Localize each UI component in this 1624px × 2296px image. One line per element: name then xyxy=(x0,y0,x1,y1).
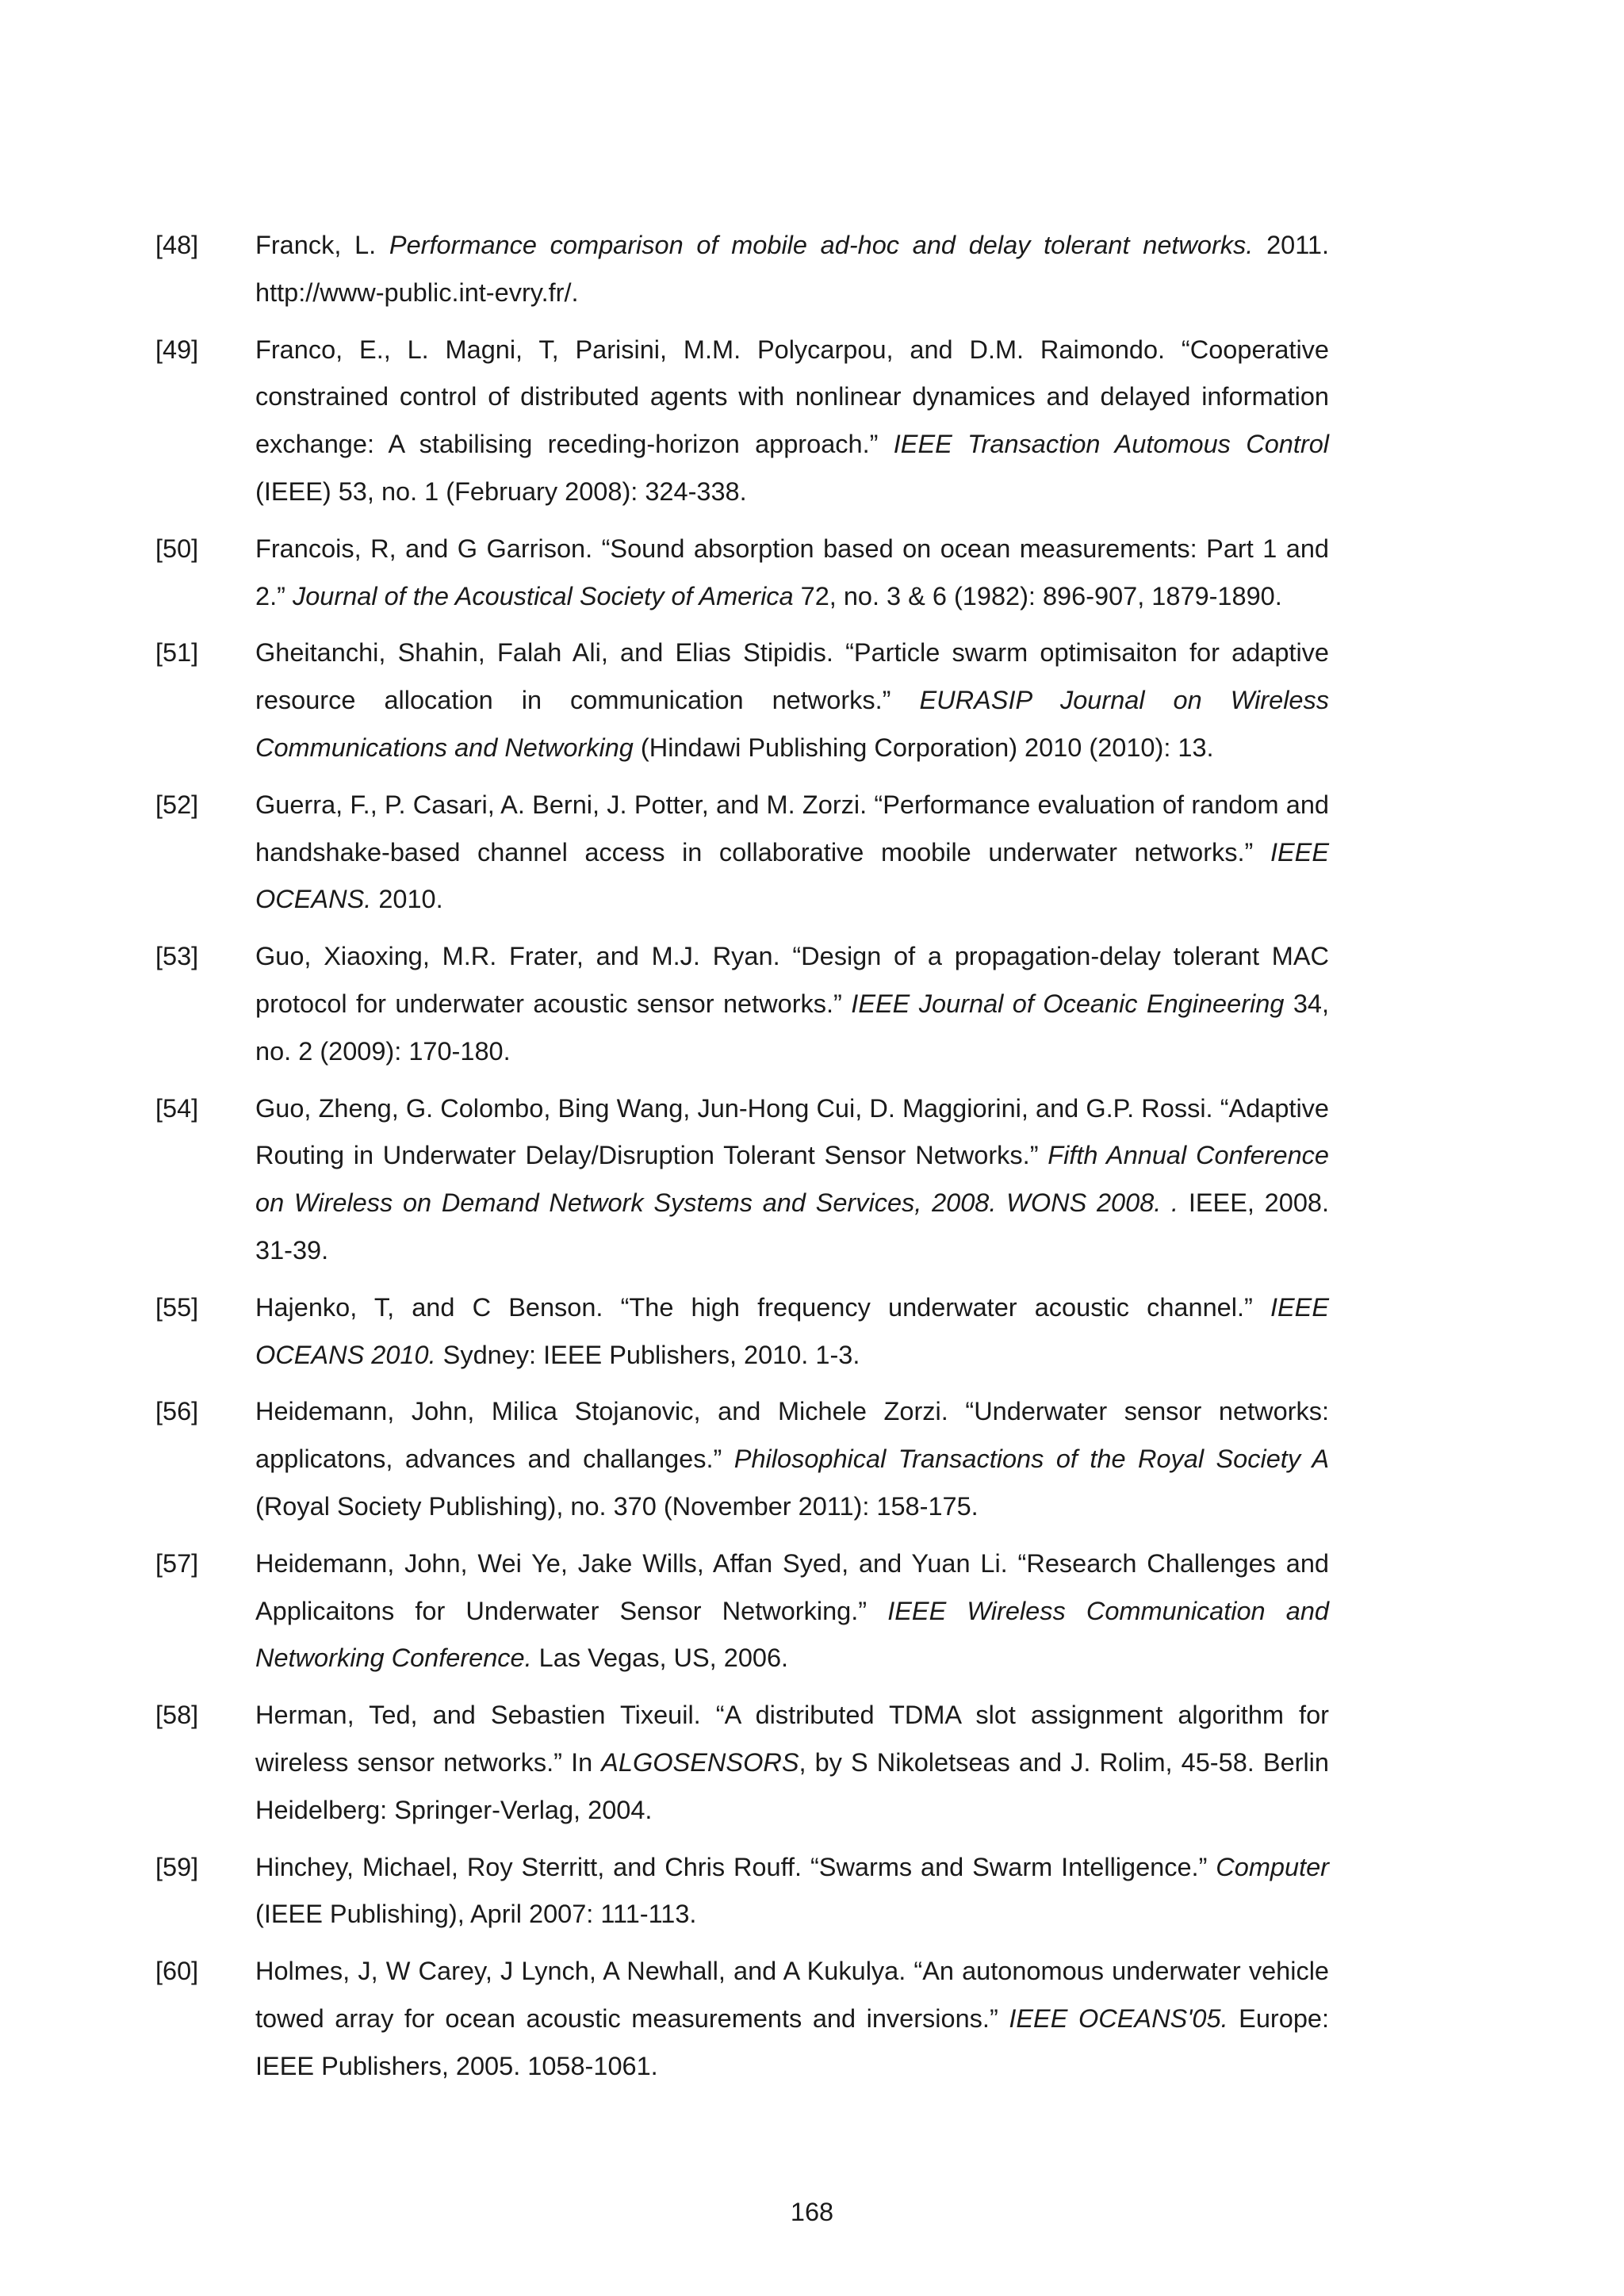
reference-entry xyxy=(155,1692,1329,1834)
reference-title-italic: Fifth Annual Conference on Wireless on Demand Network Systems and Services, 2008. WONS 2008. . xyxy=(255,1141,1329,1218)
reference-number: [57] xyxy=(155,1548,199,1578)
reference-text xyxy=(255,629,1329,771)
reference-text-run: Guo, Zheng, G. Colombo, Bing Wang, Jun-Hong Cui, D. Maggiorini, and G.P. Rossi. “Adaptive Routing in Underwater Delay/Disruption Tolerant Sensor Networks.” xyxy=(255,1093,1329,1170)
reference-text-run: (Hindawi Publishing Corporation) 2010 (2010): 13. xyxy=(633,733,1214,762)
reference-entry xyxy=(155,933,1329,1075)
reference-entry xyxy=(155,1948,1329,2090)
reference-number: [50] xyxy=(155,534,199,563)
reference-text-run: Holmes, J, W Carey, J Lynch, A Newhall, and A Kukulya. “An autonomous underwater vehicle towed array for ocean acoustic measurements and inversions.” xyxy=(255,1957,1329,2033)
reference-text xyxy=(255,526,1329,621)
reference-text xyxy=(255,1844,1329,1939)
reference-text-run: 34, no. 2 (2009): 170-180. xyxy=(255,989,1329,1066)
reference-text-run: 2010. xyxy=(371,885,443,914)
reference-title-italic: IEEE OCEANS'05. xyxy=(1009,2003,1228,2033)
reference-text-run: Heidemann, John, Milica Stojanovic, and Michele Zorzi. “Underwater sensor networks: applicatons, advances and challanges.” xyxy=(255,1397,1329,1474)
reference-number: [58] xyxy=(155,1701,199,1730)
reference-entry xyxy=(155,629,1329,771)
reference-number: [55] xyxy=(155,1292,199,1322)
reference-title-italic: Computer xyxy=(1216,1852,1329,1881)
reference-text xyxy=(255,222,1329,317)
reference-text-run: Hinchey, Michael, Roy Sterritt, and Chris Rouff. “Swarms and Swarm Intelligence.” xyxy=(255,1852,1216,1881)
reference-text-run: , by S Nikoletseas and J. Rolim, 45-58. Berlin Heidelberg: Springer-Verlag, 2004. xyxy=(255,1747,1329,1824)
reference-title-italic: IEEE OCEANS. xyxy=(255,837,1329,914)
reference-entry xyxy=(155,1085,1329,1275)
reference-title-italic: IEEE Wireless Communication and Networking Conference. xyxy=(255,1596,1329,1673)
reference-number: [48] xyxy=(155,231,199,259)
page-number: 168 xyxy=(790,2198,834,2226)
reference-number: [51] xyxy=(155,638,199,668)
reference-text-run: Franck, L. xyxy=(255,231,389,259)
reference-text-run: Herman, Ted, and Sebastien Tixeuil. “A distributed TDMA slot assignment algorithm for wireless sensor networks.” In xyxy=(255,1701,1329,1777)
reference-number: [59] xyxy=(155,1852,199,1881)
reference-title-italic: Journal of the Acoustical Society of America xyxy=(292,581,794,610)
reference-entry xyxy=(155,526,1329,621)
reference-text-run: Franco, E., L. Magni, T, Parisini, M.M. Polycarpou, and D.M. Raimondo. “Cooperative constrained control of distributed agents with nonlinear dynamices and delayed information exchange: A stabilising receding-horizon approach.” xyxy=(255,335,1329,459)
reference-text-run: Europe: IEEE Publishers, 2005. 1058-1061. xyxy=(255,2003,1330,2080)
reference-number: [56] xyxy=(155,1397,199,1426)
reference-entry xyxy=(155,1540,1329,1682)
reference-text xyxy=(255,1948,1329,2090)
reference-number: [60] xyxy=(155,1957,199,1986)
reference-text-run: Hajenko, T, and C Benson. “The high frequency underwater acoustic channel.” xyxy=(255,1292,1270,1322)
reference-title-italic: ALGOSENSORS xyxy=(601,1747,799,1777)
reference-number: [52] xyxy=(155,790,199,819)
reference-text-run: Sydney: IEEE Publishers, 2010. 1-3. xyxy=(435,1340,860,1369)
reference-number: [49] xyxy=(155,335,199,364)
reference-text-run: Las Vegas, US, 2006. xyxy=(531,1644,789,1673)
reference-title-italic: IEEE Transaction Automous Control xyxy=(893,430,1329,459)
reference-text xyxy=(255,1540,1329,1682)
reference-text-run: Gheitanchi, Shahin, Falah Ali, and Elias Stipidis. “Particle swarm optimisaiton for adaptive resource allocation in communication networks.” xyxy=(255,638,1329,715)
reference-list xyxy=(155,222,1329,2099)
reference-text xyxy=(255,933,1329,1075)
reference-text-run: (IEEE Publishing), April 2007: 111-113. xyxy=(255,1900,697,1929)
reference-entry xyxy=(155,782,1329,924)
reference-text-run: Guerra, F., P. Casari, A. Berni, J. Potter, and M. Zorzi. “Performance evaluation of random and handshake-based channel access in collaborative moobile underwater networks.” xyxy=(255,790,1329,867)
reference-text-run: 2011. http://www-public.int-evry.fr/. xyxy=(255,231,1329,307)
reference-entry xyxy=(155,1844,1329,1939)
reference-text xyxy=(255,1388,1329,1530)
reference-text-run: (Royal Society Publishing), no. 370 (November 2011): 158-175. xyxy=(255,1491,979,1521)
reference-title-italic: EURASIP Journal on Wireless Communications and Networking xyxy=(255,686,1330,762)
reference-number: [53] xyxy=(155,942,199,971)
reference-text-run: Heidemann, John, Wei Ye, Jake Wills, Affan Syed, and Yuan Li. “Research Challenges and Applicaitons for Underwater Sensor Networking.” xyxy=(255,1548,1329,1625)
reference-text xyxy=(255,782,1329,924)
reference-text xyxy=(255,1692,1329,1834)
reference-number: [54] xyxy=(155,1093,199,1123)
reference-title-italic: IEEE OCEANS 2010. xyxy=(255,1292,1329,1369)
reference-title-italic: Philosophical Transactions of the Royal Society A xyxy=(733,1445,1329,1474)
reference-title-italic: Performance comparison of mobile ad-hoc and delay tolerant networks. xyxy=(389,231,1254,259)
reference-title-italic: IEEE Journal of Oceanic Engineering xyxy=(851,989,1285,1018)
reference-text-run: Guo, Xiaoxing, M.R. Frater, and M.J. Ryan. “Design of a propagation-delay tolerant MAC protocol for underwater acoustic sensor networks.” xyxy=(255,942,1329,1018)
reference-text-run: Francois, R, and G Garrison. “Sound absorption based on ocean measurements: Part 1 and 2.” xyxy=(255,534,1329,610)
reference-entry xyxy=(155,327,1329,516)
reference-text-run: 72, no. 3 & 6 (1982): 896-907, 1879-1890. xyxy=(793,581,1282,610)
reference-entry xyxy=(155,222,1329,317)
reference-entry xyxy=(155,1284,1329,1380)
reference-text xyxy=(255,1085,1329,1275)
reference-text xyxy=(255,327,1329,516)
reference-text xyxy=(255,1284,1329,1380)
reference-text-run: (IEEE) 53, no. 1 (February 2008): 324-338. xyxy=(255,476,747,506)
reference-text-run: IEEE, 2008. 31-39. xyxy=(255,1188,1330,1265)
reference-entry xyxy=(155,1388,1329,1530)
